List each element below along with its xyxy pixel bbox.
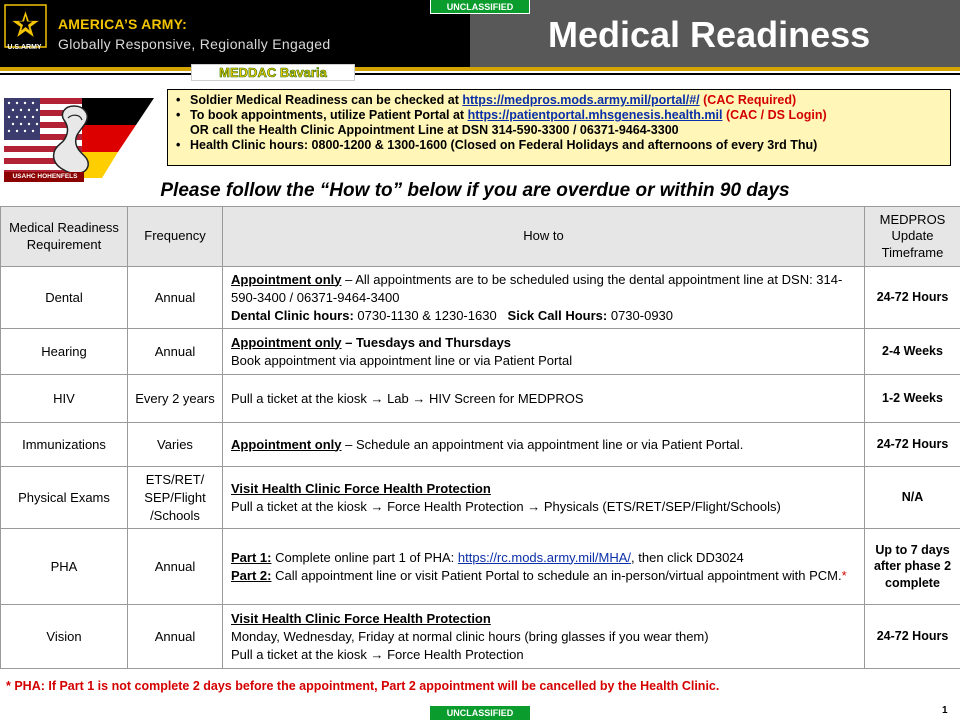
requirement-cell: Immunizations	[1, 423, 128, 467]
pha-asterisk: *	[841, 567, 847, 583]
howto-cell	[223, 329, 865, 375]
flag-logo-text: USAHC HOHENFELS	[12, 173, 78, 180]
bullet-icon: •	[176, 108, 181, 122]
requirement-cell: Vision	[1, 605, 128, 669]
gold-divider	[0, 67, 960, 71]
readiness-table	[0, 206, 960, 669]
medpros-link[interactable]: https://medpros.mods.army.mil/portal/#/	[462, 93, 700, 107]
frequency-cell: Every 2 years	[128, 375, 223, 423]
table-row-dental	[1, 267, 960, 329]
black-divider	[0, 73, 960, 75]
dental-appt-text: – All appointments are to be scheduled using the dental appointment line at DSN: 314-590-3400 / 06371-9464-3400	[231, 271, 843, 305]
frequency-cell: Varies	[128, 423, 223, 467]
update-cell: 1-2 Weeks	[865, 375, 960, 423]
header-update: MEDPROS Update Timeframe	[865, 207, 960, 267]
army-subtitle: Globally Responsive, Regionally Engaged	[58, 36, 331, 52]
usahc-hohenfels-logo	[4, 98, 154, 186]
frequency-cell: ETS/RET/ SEP/Flight /Schools	[128, 467, 223, 529]
logo-text: U.S.ARMY	[7, 44, 42, 51]
info-box	[167, 89, 951, 166]
table-row-physical	[1, 467, 960, 529]
bullet-icon: •	[176, 138, 181, 152]
pha-part1-label: Part 1:	[231, 549, 272, 565]
classification-banner-top: UNCLASSIFIED	[430, 0, 530, 14]
hearing-days: – Tuesdays and Thursdays	[341, 334, 512, 350]
update-cell: 24-72 Hours	[865, 605, 960, 669]
info-line1-note: (CAC Required)	[699, 93, 797, 107]
frequency-cell: Annual	[128, 529, 223, 605]
howto-cell	[223, 467, 865, 529]
immunization-instructions: – Schedule an appointment via appointment line or via Patient Portal.	[341, 436, 744, 452]
info-line-portal	[174, 108, 944, 123]
info-line1-text: Soldier Medical Readiness can be checked at	[190, 93, 463, 107]
hiv-instructions: Pull a ticket at the kiosk → Lab → HIV Screen for MEDPROS	[231, 390, 584, 406]
vision-location-label: Visit Health Clinic Force Health Protection	[231, 610, 491, 626]
table-header-row	[1, 207, 960, 267]
update-cell: N/A	[865, 467, 960, 529]
sick-call-value: 0730-0930	[607, 307, 674, 323]
frequency-cell: Annual	[128, 329, 223, 375]
classification-banner-bottom: UNCLASSIFIED	[430, 706, 530, 720]
info-line-medpros	[174, 93, 944, 108]
dental-hours-label: Dental Clinic hours:	[231, 307, 354, 323]
info-line-phone	[174, 123, 944, 138]
header-frequency: Frequency	[128, 207, 223, 267]
header-howto: How to	[223, 207, 865, 267]
requirement-cell: PHA	[1, 529, 128, 605]
hearing-appt-label: Appointment only	[231, 334, 342, 350]
vision-hours: Monday, Wednesday, Friday at normal clinic hours (bring glasses if you wear them)	[231, 628, 709, 644]
howto-cell	[223, 375, 865, 423]
dental-hours-value: 0730-1130 & 1230-1630	[353, 307, 497, 323]
pha-footnote: * PHA: If Part 1 is not complete 2 days before the appointment, Part 2 appointment will be cancelled by the Health Clinic.	[6, 679, 720, 693]
info-line2-note: (CAC / DS Login)	[722, 108, 827, 122]
update-cell: 24-72 Hours	[865, 267, 960, 329]
instruction-heading: Please follow the “How to” below if you are overdue or within 90 days	[160, 180, 790, 201]
howto-cell	[223, 529, 865, 605]
table-row-hearing	[1, 329, 960, 375]
vision-instructions: Pull a ticket at the kiosk → Force Health Protection	[231, 646, 524, 662]
unit-tab: MEDDAC Bavaria	[191, 64, 355, 81]
physical-location-label: Visit Health Clinic Force Health Protection	[231, 480, 491, 496]
table-row-pha	[1, 529, 960, 605]
dental-appt-label: Appointment only	[231, 271, 342, 287]
pha-part2-text: Call appointment line or visit Patient Portal to schedule an in-person/virtual appointment with PCM.	[271, 567, 842, 583]
info-line3-text: OR call the Health Clinic Appointment Line at DSN 314-590-3300 / 06371-9464-3300	[190, 123, 679, 137]
pha-part1-suffix: , then click DD3024	[631, 549, 744, 565]
requirement-cell: Physical Exams	[1, 467, 128, 529]
table-row-hiv	[1, 375, 960, 423]
update-cell: Up to 7 days after phase 2 complete	[865, 529, 960, 605]
pha-link[interactable]: https://rc.mods.army.mil/MHA/	[457, 549, 632, 565]
info-line2-text: To book appointments, utilize Patient Portal at	[190, 108, 468, 122]
info-line4-text: Health Clinic hours: 0800-1200 & 1300-1600 (Closed on Federal Holidays and afternoons of every 3rd Thu)	[190, 138, 818, 152]
table-row-immunizations	[1, 423, 960, 467]
pha-part1-text: Complete online part 1 of PHA:	[271, 549, 458, 565]
requirement-cell: HIV	[1, 375, 128, 423]
header-left-band	[0, 0, 470, 67]
info-line-hours	[174, 138, 944, 153]
pha-part2-label: Part 2:	[231, 567, 272, 583]
army-title: AMERICA’S ARMY:	[58, 16, 187, 32]
page-title: Medical Readiness	[548, 14, 871, 55]
frequency-cell: Annual	[128, 605, 223, 669]
requirement-cell: Hearing	[1, 329, 128, 375]
table-row-vision	[1, 605, 960, 669]
howto-cell	[223, 605, 865, 669]
army-star-icon	[4, 4, 47, 48]
sick-call-label: Sick Call Hours:	[507, 307, 608, 323]
howto-cell	[223, 423, 865, 467]
hearing-instructions: Book appointment via appointment line or via Patient Portal	[231, 352, 573, 368]
requirement-cell: Dental	[1, 267, 128, 329]
header-requirement: Medical Readiness Requirement	[1, 207, 128, 267]
howto-cell	[223, 267, 865, 329]
frequency-cell: Annual	[128, 267, 223, 329]
bullet-icon: •	[176, 93, 181, 107]
patient-portal-link[interactable]: https://patientportal.mhsgenesis.health.mil	[467, 108, 723, 122]
update-cell: 24-72 Hours	[865, 423, 960, 467]
immunization-appt-label: Appointment only	[231, 436, 342, 452]
page-number: 1	[942, 705, 948, 716]
update-cell: 2-4 Weeks	[865, 329, 960, 375]
physical-instructions: Pull a ticket at the kiosk → Force Health Protection → Physicals (ETS/RET/SEP/Flight/Schools)	[231, 498, 781, 514]
